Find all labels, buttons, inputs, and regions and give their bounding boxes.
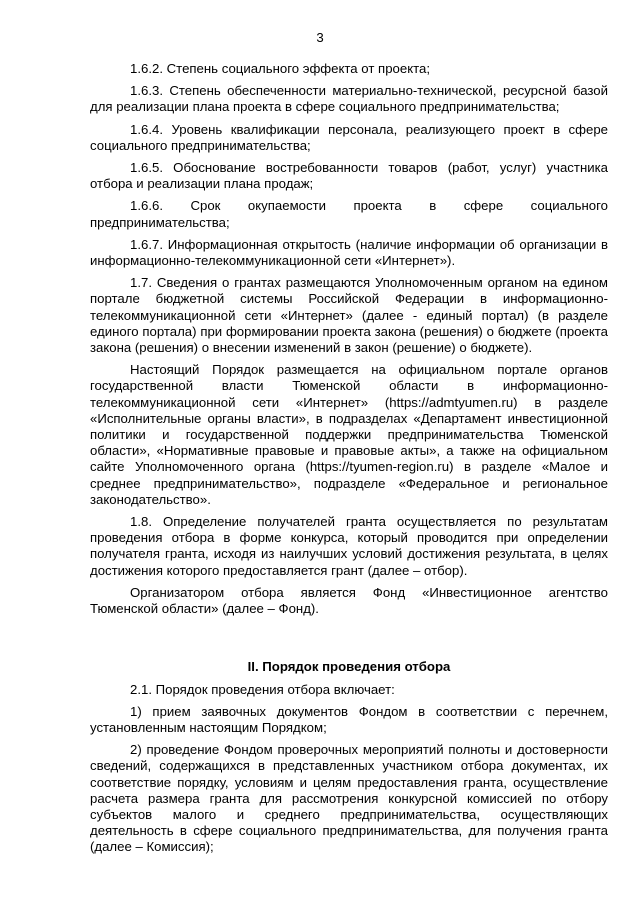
paragraph: 1.6.6. Срок окупаемости проекта в сфере социального предпринимательства;: [90, 198, 608, 230]
paragraph: 1.8. Определение получателей гранта осуществляется по результатам проведения отбора в форме конкурса, который проводится при определении получателя гранта, исходя из наилучших условий достижения результата, в целях достижения которого предоставляется грант (далее – отбор).: [90, 514, 608, 578]
paragraph: Настоящий Порядок размещается на официальном портале органов государственной власти Тюменской области в информационно-телекоммуникационной сети «Интернет» (https://admtyumen.ru) в разделе «Исполнительные органы власти», в подразделах «Департамент инвестиционной политики и государственной поддержки предпринимательства Тюменской области», «Нормативные правовые и правовые акты», а также на официальном сайте Уполномоченного органа (https://tyumen-region.ru) в разделе «Малое и среднее предпринимательство», подразделе «Федеральное и региональное законодательство».: [90, 362, 608, 507]
page-number: 3: [316, 30, 324, 45]
section-title: II. Порядок проведения отбора: [247, 659, 451, 675]
paragraph: 1.6.4. Уровень квалификации персонала, реализующего проект в сфере социального предпринимательства;: [90, 121, 608, 153]
paragraph: 1) прием заявочных документов Фондом в соответствии с перечнем, установленным настоящим Порядком;: [90, 703, 608, 735]
paragraph: 1.6.7. Информационная открытость (наличие информации об организации в информационно-телекоммуникационной сети «Интернет»).: [90, 236, 608, 269]
document-body: [90, 61, 608, 862]
paragraph: 1.6.2. Степень социального эффекта от проекта;: [130, 61, 431, 76]
paragraph: 1.6.3. Степень обеспеченности материально-технической, ресурсной базой для реализации плана проекта в сфере социального предпринимательства;: [90, 83, 608, 115]
paragraph: 1.6.5. Обоснование востребованности товаров (работ, услуг) участника отбора и реализации плана продаж;: [90, 160, 608, 192]
paragraph: 2.1. Порядок проведения отбора включает:: [130, 681, 395, 697]
paragraph: Организатором отбора является Фонд «Инвестиционное агентство Тюменской области» (далее – Фонд).: [90, 584, 608, 617]
paragraph: 2) проведение Фондом проверочных мероприятий полноты и достоверности сведений, содержащихся в представленных участником отбора документах, их соответствие порядку, условиям и целям предоставления гранта, осуществление расчета размера гранта для рассмотрения конкурсной комиссией по отбору субъектов малого и среднего предпринимательства, осуществляющих деятельность в сфере социального предпринимательства, для получения гранта (далее – Комиссия);: [90, 742, 608, 855]
paragraph: 1.7. Сведения о грантах размещаются Уполномоченным органом на едином портале бюджетной системы Российской Федерации в информационно-телекоммуникационной сети «Интернет» (далее - единый портал) (в разделе единого портала) при формировании проекта закона (решения) о бюджете (проекта закона (решения) о внесении изменений в закон (решение) о бюджете).: [90, 275, 608, 356]
